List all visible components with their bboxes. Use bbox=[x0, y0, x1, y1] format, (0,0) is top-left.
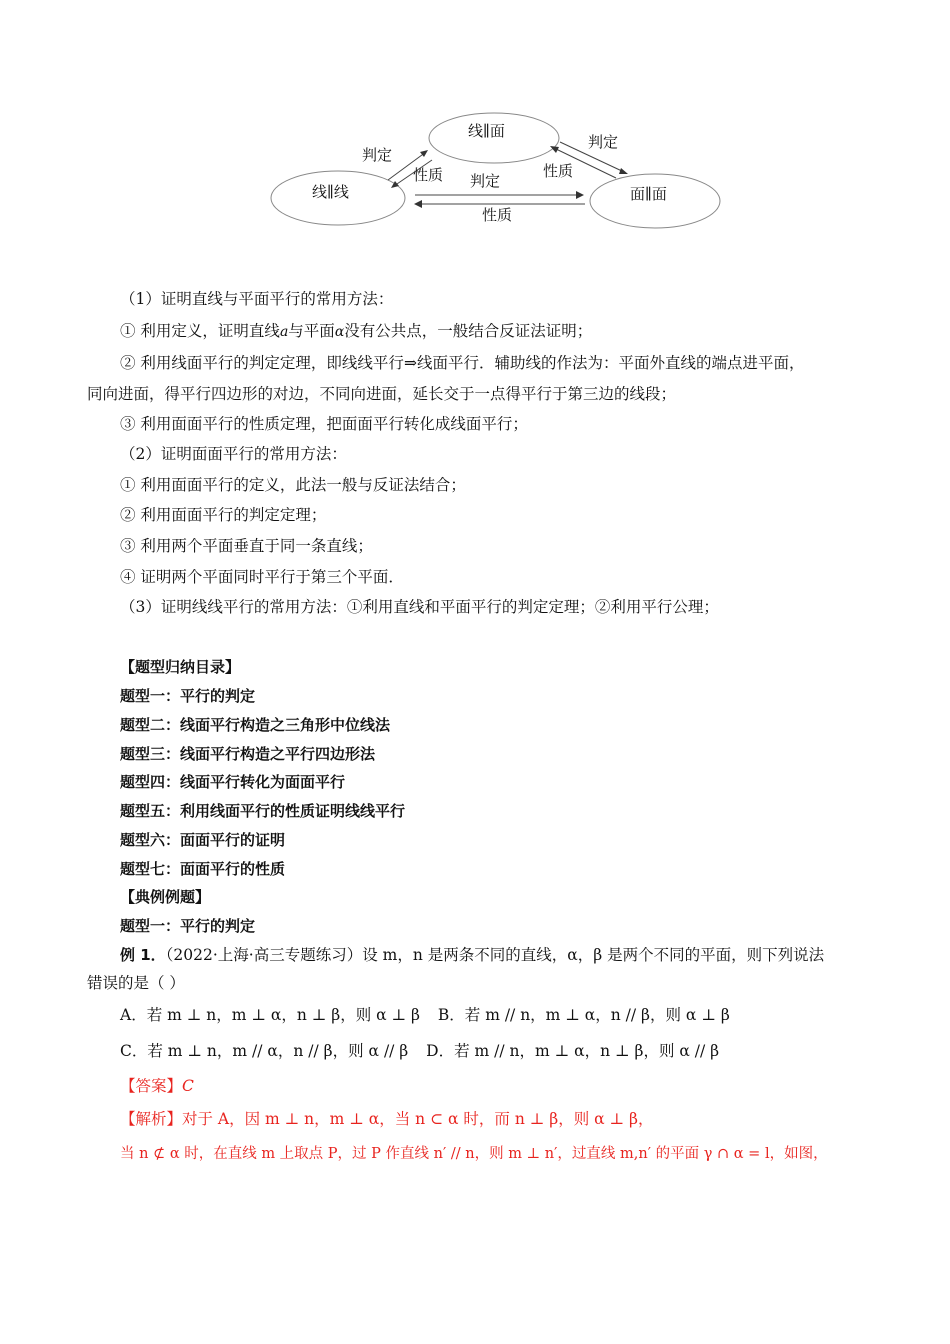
catalog-item: 题型四：线面平行转化为面面平行 bbox=[120, 773, 346, 791]
answer-label: 【答案】 bbox=[120, 1077, 183, 1095]
example-type-1: 题型一：平行的判定 bbox=[120, 917, 256, 935]
example-1-line-1 bbox=[120, 944, 824, 966]
method-2-item-2: ② 利用面面平行的判定定理； bbox=[120, 506, 327, 524]
label-left-prop: 性质 bbox=[413, 166, 444, 184]
method-2-item-3: ③ 利用两个平面垂直于同一条直线； bbox=[120, 537, 373, 555]
catalog-item: 题型六：面面平行的证明 bbox=[120, 831, 286, 849]
option-ab-row bbox=[120, 1004, 730, 1026]
method-1-item-1 bbox=[120, 320, 592, 343]
implies-symbol: ⇒ bbox=[403, 354, 417, 372]
catalog-heading: 【题型归纳目录】 bbox=[120, 658, 241, 676]
node-left-label: 线∥线 bbox=[312, 183, 349, 201]
answer-row bbox=[120, 1075, 194, 1097]
option-b-text: 若 m // n，m ⊥ α，n // β，则 α ⊥ β bbox=[464, 1006, 730, 1024]
option-a-label: A． bbox=[120, 1006, 147, 1024]
method-1-item-2-cont: 同向进面，得平行四边形的对边，不同向进面，延长交于一点得平行于第三边的线段； bbox=[87, 385, 677, 403]
example-1-label: 例 1． bbox=[120, 946, 166, 964]
method-2-item-4: ④ 证明两个平面同时平行于第三个平面． bbox=[120, 568, 404, 586]
option-d-label: D． bbox=[426, 1042, 455, 1060]
arrowhead-mid-prop bbox=[414, 200, 422, 208]
math-a: a bbox=[279, 324, 289, 340]
option-c-text: 若 m ⊥ n，m // α，n // β，则 α // β bbox=[147, 1042, 409, 1060]
catalog-item: 题型二：线面平行构造之三角形中位线法 bbox=[120, 716, 391, 734]
method-3-heading: （3）证明线线平行的常用方法：①利用直线和平面平行的判定定理；②利用平行公理； bbox=[120, 598, 719, 616]
node-right-label: 面∥面 bbox=[630, 185, 667, 203]
example-1-stem: （2022·上海·高三专题练习）设 m，n 是两条不同的直线，α，β 是两个不同的平面，则下列说法 bbox=[165, 946, 825, 964]
arrowhead-mid-judge bbox=[576, 191, 584, 199]
option-d-text: 若 m // n，m ⊥ α，n ⊥ β，则 α // β bbox=[454, 1042, 720, 1060]
label-left-judge: 判定 bbox=[362, 146, 393, 164]
method-1-item-3: ③ 利用面面平行的性质定理，把面面平行转化成线面平行； bbox=[120, 415, 528, 433]
label-mid-prop: 性质 bbox=[482, 206, 513, 224]
catalog-item: 题型一：平行的判定 bbox=[120, 687, 256, 705]
method-1-item-1-text-a: ① 利用定义，证明直线 bbox=[120, 322, 280, 340]
method-2-heading: （2）证明面面平行的常用方法： bbox=[120, 445, 347, 463]
option-cd-row bbox=[120, 1040, 719, 1062]
node-top-label: 线∥面 bbox=[468, 122, 505, 140]
analysis-line-1: 【解析】对于 A，因 m ⊥ n，m ⊥ α，当 n ⊂ α 时，而 n ⊥ β，则 α ⊥ β， bbox=[120, 1110, 654, 1128]
method-1-item-1-text-c: 没有公共点，一般结合反证法证明； bbox=[344, 322, 593, 340]
parallel-relations-diagram bbox=[260, 100, 740, 240]
method-1-item-2-text-a: ② 利用线面平行的判定定理，即线线平行 bbox=[120, 354, 404, 372]
example-1-line-2: 错误的是（ ） bbox=[87, 974, 185, 992]
option-c-label: C． bbox=[120, 1042, 148, 1060]
catalog-item: 题型五：利用线面平行的性质证明线线平行 bbox=[120, 802, 406, 820]
method-1-item-2-text-b: 线面平行．辅助线的作法为：平面外直线的端点进平面， bbox=[416, 354, 805, 372]
answer-value: C bbox=[182, 1077, 194, 1095]
option-b-label: B． bbox=[437, 1006, 465, 1024]
catalog-item: 题型七：面面平行的性质 bbox=[120, 860, 286, 878]
option-a-text: 若 m ⊥ n，m ⊥ α，n ⊥ β，则 α ⊥ β bbox=[146, 1006, 420, 1024]
label-right-prop: 性质 bbox=[543, 162, 574, 180]
examples-heading: 【典例例题】 bbox=[120, 888, 211, 906]
method-2-item-1: ① 利用面面平行的定义，此法一般与反证法结合； bbox=[120, 476, 466, 494]
math-alpha: α bbox=[334, 324, 345, 340]
method-1-item-1-text-b: 与平面 bbox=[288, 322, 335, 340]
method-1-item-2 bbox=[120, 352, 804, 374]
arrowhead-right-judge bbox=[619, 168, 628, 174]
label-right-judge: 判定 bbox=[588, 133, 619, 151]
catalog-item: 题型三：线面平行构造之平行四边形法 bbox=[120, 745, 376, 763]
method-1-heading: （1）证明直线与平面平行的常用方法： bbox=[120, 290, 394, 308]
analysis-line-2: 当 n ⊄ α 时，在直线 m 上取点 P，过 P 作直线 n′ // n，则 m ⊥ n′，过直线 m,n′ 的平面 γ ∩ α = l，如图， bbox=[120, 1146, 828, 1162]
label-mid-judge: 判定 bbox=[470, 172, 501, 190]
